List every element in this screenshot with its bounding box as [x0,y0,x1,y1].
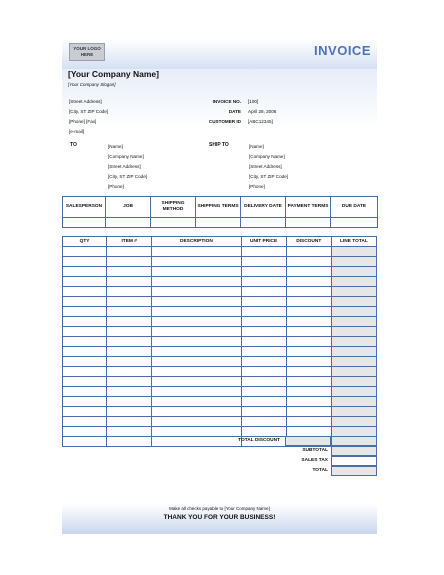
item-row [63,377,377,387]
due-date-cell[interactable] [331,218,378,228]
customer-id-label: CUSTOMER ID [208,119,241,124]
unit-price-cell[interactable] [241,397,286,407]
discount-cell[interactable] [286,247,331,257]
qty-cell[interactable] [63,407,107,417]
description-header: DESCRIPTION [152,237,241,247]
shipping-method-cell[interactable] [151,218,196,228]
line-total-cell[interactable] [331,377,376,387]
unit-price-cell[interactable] [241,407,286,417]
qty-cell[interactable] [63,347,107,357]
line-total-cell[interactable] [331,257,376,267]
to-line[interactable]: [Name] [108,144,123,149]
line-total-cell[interactable] [331,407,376,417]
subtotal-value[interactable] [331,446,377,456]
line-total-cell[interactable] [331,347,376,357]
items-header-row [63,237,377,247]
shipping-method-header: SHIPPING METHOD [151,197,196,218]
item-number-cell[interactable] [107,367,152,377]
description-cell[interactable] [152,307,241,317]
description-cell[interactable] [152,377,241,387]
discount-cell[interactable] [286,277,331,287]
invoice-meta-values [248,97,276,127]
line-total-cell[interactable] [331,357,376,367]
to-line[interactable]: [Street Address] [108,164,141,169]
delivery-date-cell[interactable] [241,218,286,228]
invoice-no-value[interactable]: [100] [248,99,259,104]
thank-you-note: THANK YOU FOR YOUR BUSINESS! [163,514,276,521]
qty-cell[interactable] [63,417,107,427]
description-cell[interactable] [152,277,241,287]
company-name: [Your Company Name] [68,69,159,79]
payment-terms-cell[interactable] [286,218,331,228]
unit-price-cell[interactable] [241,357,286,367]
qty-cell[interactable] [63,397,107,407]
item-number-cell[interactable] [107,387,152,397]
item-row [63,257,377,267]
description-cell[interactable] [152,357,241,367]
line-total-cell[interactable] [331,267,376,277]
discount-cell[interactable] [286,427,331,437]
address-line: [City, ST ZIP Code] [69,109,109,114]
logo-placeholder [69,43,105,61]
payable-note: Make all checks payable to [Your Company Name] [169,506,270,511]
item-number-cell[interactable] [107,397,152,407]
qty-cell[interactable] [63,367,107,377]
description-cell[interactable] [152,427,241,437]
item-row [63,337,377,347]
unit-price-cell[interactable] [241,347,286,357]
unit-price-cell[interactable] [241,367,286,377]
line-total-cell[interactable] [331,287,376,297]
invoice-title: INVOICE [314,43,371,58]
item-number-cell[interactable] [107,347,152,357]
item-row [63,247,377,257]
item-number-header: ITEM # [107,237,152,247]
to-line[interactable]: [Phone] [108,184,124,189]
date-value[interactable]: April 28, 2006 [248,109,277,114]
discount-cell[interactable] [286,367,331,377]
discount-cell[interactable] [286,267,331,277]
logo-line-1: YOUR LOGO [73,46,101,51]
line-total-cell[interactable] [331,317,376,327]
line-total-cell[interactable] [331,337,376,347]
total-value[interactable] [331,466,377,476]
item-row [63,367,377,377]
line-total-cell[interactable] [331,307,376,317]
qty-cell[interactable] [63,297,107,307]
ship-to-line[interactable]: [Phone] [249,184,265,189]
unit-price-cell[interactable] [241,267,286,277]
ship-to-address [249,142,288,192]
invoice-meta-labels [197,97,241,127]
description-cell[interactable] [152,407,241,417]
item-number-cell[interactable] [107,417,152,427]
address-line: [Phone] [Fax] [69,119,97,124]
item-row [63,417,377,427]
sales-tax-value[interactable] [331,456,377,466]
qty-cell[interactable] [63,287,107,297]
item-number-cell[interactable] [107,357,152,367]
subtotal-label: SUBTOTAL [302,448,328,453]
total-label: TOTAL [312,468,328,473]
item-number-cell[interactable] [107,407,152,417]
qty-cell[interactable] [63,387,107,397]
unit-price-cell[interactable] [241,287,286,297]
line-total-cell[interactable] [331,387,376,397]
unit-price-header: UNIT PRICE [241,237,286,247]
description-cell[interactable] [152,287,241,297]
total-discount-label: TOTAL DISCOUNT [238,438,280,443]
qty-cell[interactable] [63,377,107,387]
unit-price-cell[interactable] [241,427,286,437]
discount-cell[interactable] [286,307,331,317]
ship-to-line[interactable]: [Company Name] [249,154,285,159]
line-total-cell[interactable] [331,427,376,437]
sales-tax-label: SALES TAX [301,458,328,463]
line-total-header: LINE TOTAL [331,237,376,247]
item-number-cell[interactable] [107,377,152,387]
total-discount-line[interactable] [331,436,377,446]
unit-price-cell[interactable] [241,257,286,267]
unit-price-cell[interactable] [241,417,286,427]
to-line[interactable]: [City, ST ZIP Code] [108,174,148,179]
job-cell[interactable] [106,218,151,228]
discount-cell[interactable] [286,397,331,407]
unit-price-cell[interactable] [241,327,286,337]
line-total-cell[interactable] [331,297,376,307]
order-data-row [63,218,378,228]
discount-cell[interactable] [286,387,331,397]
line-total-cell[interactable] [331,247,376,257]
item-number-cell[interactable] [107,307,152,317]
discount-cell[interactable] [286,407,331,417]
unit-price-cell[interactable] [241,377,286,387]
line-total-cell[interactable] [331,327,376,337]
discount-cell[interactable] [286,347,331,357]
discount-cell[interactable] [286,357,331,367]
invoice-page [62,39,377,534]
unit-price-cell[interactable] [241,337,286,347]
item-number-cell[interactable] [107,267,152,277]
unit-price-cell[interactable] [241,387,286,397]
qty-cell[interactable] [63,267,107,277]
item-number-cell[interactable] [107,257,152,267]
shipping-terms-cell[interactable] [196,218,241,228]
qty-cell[interactable] [63,327,107,337]
description-cell[interactable] [152,257,241,267]
item-number-cell[interactable] [107,277,152,287]
qty-header: QTY [63,237,107,247]
qty-cell[interactable] [63,427,107,437]
item-row [63,357,377,367]
salesperson-cell[interactable] [63,218,106,228]
salesperson-header: SALESPERSON [63,197,106,218]
description-cell[interactable] [152,247,241,257]
total-discount-value[interactable] [285,436,331,446]
qty-cell[interactable] [63,437,107,447]
qty-cell[interactable] [63,247,107,257]
customer-id-value[interactable]: [ABC12345] [248,119,273,124]
job-header: JOB [106,197,151,218]
payment-terms-header: PAYMENT TERMS [286,197,331,218]
item-row [63,287,377,297]
description-cell[interactable] [152,397,241,407]
ship-to-label: SHIP TO [209,142,229,148]
qty-cell[interactable] [63,257,107,267]
description-cell[interactable] [152,367,241,377]
unit-price-cell[interactable] [241,307,286,317]
qty-cell[interactable] [63,307,107,317]
address-line: [Street Address] [69,99,102,104]
unit-price-cell[interactable] [241,247,286,257]
discount-cell[interactable] [286,317,331,327]
to-line[interactable]: [Company Name] [108,154,144,159]
discount-cell[interactable] [286,377,331,387]
logo-line-2: HERE [80,52,94,57]
item-row [63,397,377,407]
qty-cell[interactable] [63,277,107,287]
item-number-cell[interactable] [107,247,152,257]
date-label: DATE [228,109,241,114]
description-cell[interactable] [152,417,241,427]
item-row [63,267,377,277]
order-header-row [63,197,378,218]
description-cell[interactable] [152,297,241,307]
discount-header: DISCOUNT [286,237,331,247]
item-number-cell[interactable] [107,337,152,347]
item-row [63,277,377,287]
item-number-cell[interactable] [107,327,152,337]
discount-cell[interactable] [286,417,331,427]
ship-to-line[interactable]: [City, ST ZIP Code] [249,174,289,179]
description-cell[interactable] [152,387,241,397]
item-row [63,327,377,337]
discount-cell[interactable] [286,287,331,297]
description-cell[interactable] [152,317,241,327]
line-total-cell[interactable] [331,277,376,287]
discount-cell[interactable] [286,337,331,347]
item-row [63,317,377,327]
unit-price-cell[interactable] [241,297,286,307]
qty-cell[interactable] [63,337,107,347]
company-slogan: [Your Company Slogan] [68,82,116,87]
footer-band [62,504,377,534]
description-cell[interactable] [152,337,241,347]
item-row [63,387,377,397]
qty-cell[interactable] [63,357,107,367]
description-cell[interactable] [152,347,241,357]
item-number-cell[interactable] [107,437,152,447]
item-row [63,427,377,437]
address-line: [e-mail] [69,129,85,134]
bill-to-address [108,142,147,192]
discount-cell[interactable] [286,257,331,267]
due-date-header: DUE DATE [331,197,378,218]
line-total-cell[interactable] [331,417,376,427]
company-address [69,97,108,137]
item-number-cell[interactable] [107,297,152,307]
shipping-terms-header: SHIPPING TERMS [196,197,241,218]
description-cell[interactable] [152,327,241,337]
item-row [63,407,377,417]
order-info-table [62,196,378,228]
items-body [63,247,377,447]
discount-cell[interactable] [286,327,331,337]
item-row [63,307,377,317]
to-label: TO [70,142,77,148]
ship-to-line[interactable]: [Name] [249,144,264,149]
delivery-date-header: DELIVERY DATE [241,197,286,218]
line-items-table [62,236,377,447]
line-total-cell[interactable] [331,367,376,377]
item-number-cell[interactable] [107,427,152,437]
item-row [63,297,377,307]
line-total-cell[interactable] [331,397,376,407]
item-row [63,347,377,357]
discount-cell[interactable] [286,297,331,307]
unit-price-cell[interactable] [241,317,286,327]
qty-cell[interactable] [63,317,107,327]
description-cell[interactable] [152,267,241,277]
ship-to-line[interactable]: [Street Address] [249,164,282,169]
item-number-cell[interactable] [107,317,152,327]
item-number-cell[interactable] [107,287,152,297]
unit-price-cell[interactable] [241,277,286,287]
invoice-no-label: INVOICE NO. [212,99,241,104]
